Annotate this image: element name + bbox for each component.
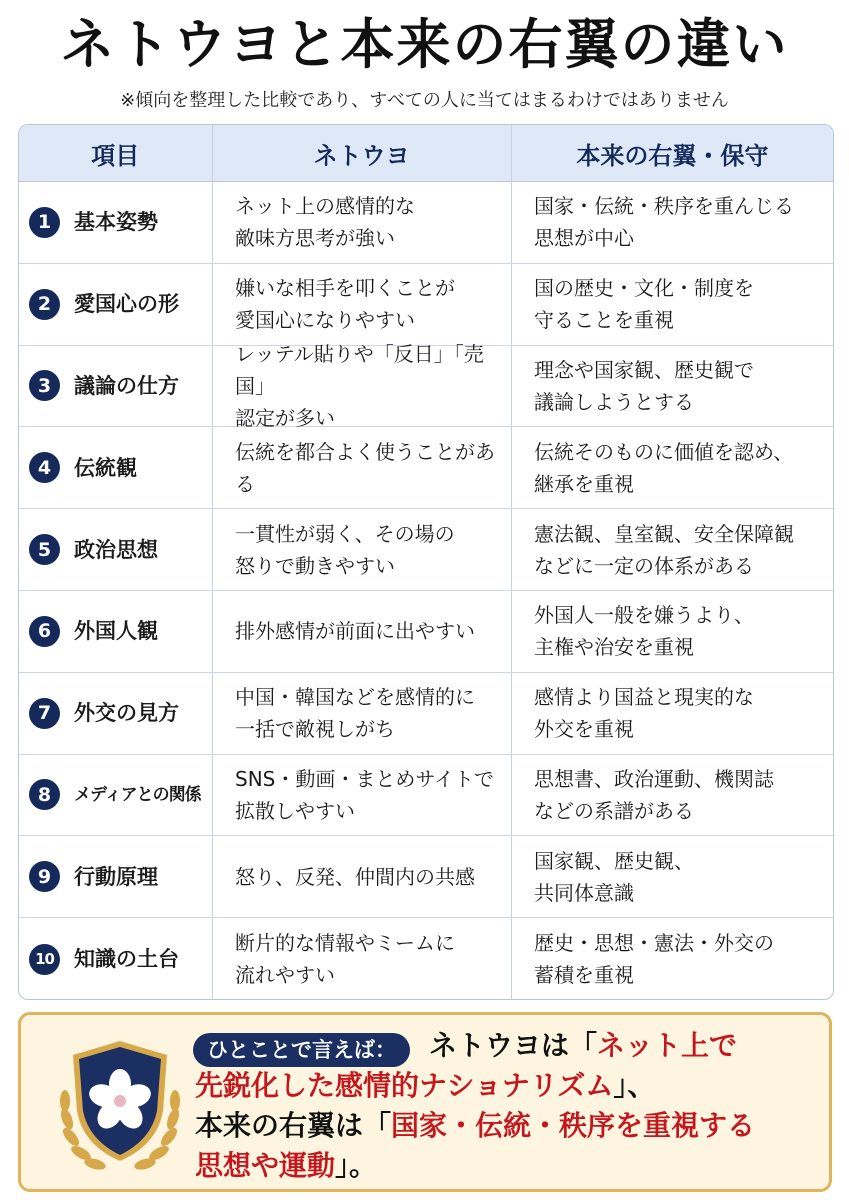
item-cell (19, 346, 212, 427)
header-item: 項目 (91, 141, 140, 170)
netouyo-cell: ネット上の感情的な 敵味方思考が強い (212, 182, 511, 263)
row-number-badge: 6 (29, 616, 60, 647)
item-cell (19, 264, 212, 345)
item-label: 行動原理 (74, 864, 158, 889)
row-number-badge: 9 (29, 861, 60, 892)
item-label: 伝統観 (74, 455, 137, 480)
summary-emphasis-4: 思想や運動 (195, 1149, 336, 1182)
netouyo-cell: 伝統を都合よく使うことがある (212, 427, 511, 508)
item-cell (19, 918, 212, 1000)
netouyo-cell: 怒り、反発、仲間内の共感 (212, 836, 511, 917)
item-label: 基本姿勢 (74, 210, 158, 235)
uyoku-cell: 外国人一般を嫌うより、 主権や治安を重視 (511, 591, 833, 672)
row-number-badge: 10 (29, 944, 60, 975)
item-label: 政治思想 (74, 537, 158, 562)
row-number-badge: 4 (29, 452, 60, 483)
netouyo-cell: レッテル貼りや「反日」「売国」 認定が多い (212, 346, 511, 427)
item-label: 外交の見方 (74, 701, 179, 726)
table-row (19, 755, 833, 837)
row-number-badge: 1 (29, 207, 60, 238)
row-number-badge: 7 (29, 698, 60, 729)
summary-emphasis-3: 国家・伝統・秩序を重視する (391, 1109, 756, 1142)
summary-line-4 (195, 1147, 377, 1185)
summary-line-2 (195, 1067, 655, 1105)
item-cell (19, 836, 212, 917)
item-cell (19, 182, 212, 263)
table-row (19, 673, 833, 755)
uyoku-cell: 歴史・思想・憲法・外交の 蓄積を重視 (511, 918, 833, 1000)
uyoku-cell: 憲法観、皇室観、安全保障観 などに一定の体系がある (511, 509, 833, 590)
item-label: 愛国心の形 (74, 292, 179, 317)
netouyo-cell: 一貫性が弱く、その場の 怒りで動きやすい (212, 509, 511, 590)
netouyo-cell: 断片的な情報やミームに 流れやすい (212, 918, 511, 1000)
summary-line-3 (195, 1107, 755, 1145)
summary-emphasis-2: 先鋭化した感情的ナショナリズム (195, 1069, 614, 1102)
table-row (19, 836, 833, 918)
table-row (19, 918, 833, 1000)
summary-text-2: 」、 (613, 1069, 656, 1102)
table-row (19, 427, 833, 509)
table-row (19, 182, 833, 264)
table-row (19, 509, 833, 591)
item-label: 知識の土台 (74, 947, 179, 972)
uyoku-cell: 国の歴史・文化・制度を 守ることを重視 (511, 264, 833, 345)
header-netouyo: ネトウヨ (212, 125, 511, 181)
item-cell (19, 509, 212, 590)
uyoku-cell: 国家観、歴史観、 共同体意識 (511, 836, 833, 917)
row-number-badge: 3 (29, 370, 60, 401)
summary-text-4: 」。 (335, 1149, 378, 1182)
item-cell (19, 591, 212, 672)
uyoku-cell: 伝統そのものに価値を認め、 継承を重視 (511, 427, 833, 508)
table-header (19, 125, 833, 182)
header-uyoku: 本来の右翼・保守 (511, 125, 833, 181)
page-title: ネトウヨと本来の右翼の違い (60, 13, 789, 76)
item-cell (19, 755, 212, 836)
uyoku-cell: 国家・伝統・秩序を重んじる 思想が中心 (511, 182, 833, 263)
summary-emphasis-1: ネット上で (597, 1029, 738, 1062)
summary-text-3: 本来の右翼は「 (195, 1109, 392, 1142)
item-label: メディアとの関係 (74, 784, 201, 805)
summary-text-1: ネトウヨは「 (429, 1029, 598, 1062)
summary-box (18, 1012, 832, 1192)
uyoku-cell: 思想書、政治運動、機関誌 などの系譜がある (511, 755, 833, 836)
item-cell (19, 673, 212, 754)
netouyo-cell: 嫌いな相手を叩くことが 愛国心になりやすい (212, 264, 511, 345)
table-row (19, 264, 833, 346)
summary-badge: ひとことで言えば： (193, 1033, 410, 1067)
sakura-shield-laurel-icon (45, 1029, 195, 1179)
uyoku-cell: 感情より国益と現実的な 外交を重視 (511, 673, 833, 754)
uyoku-cell: 理念や国家観、歴史観で 議論しようとする (511, 346, 833, 427)
summary-line-1 (429, 1027, 737, 1065)
row-number-badge: 2 (29, 289, 60, 320)
table-row (19, 591, 833, 673)
netouyo-cell: 中国・韓国などを感情的に 一括で敵視しがち (212, 673, 511, 754)
netouyo-cell: SNS・動画・まとめサイトで 拡散しやすい (212, 755, 511, 836)
item-label: 外国人観 (74, 619, 158, 644)
table-body (19, 182, 833, 1000)
item-cell (19, 427, 212, 508)
comparison-table (18, 124, 834, 1000)
row-number-badge: 8 (29, 779, 60, 810)
table-row (19, 342, 833, 430)
netouyo-cell: 排外感情が前面に出やすい (212, 591, 511, 672)
disclaimer-note: ※傾向を整理した比較であり、すべての人に当てはまるわけではありません (120, 90, 729, 111)
row-number-badge: 5 (29, 534, 60, 565)
item-label: 議論の仕方 (74, 373, 179, 398)
